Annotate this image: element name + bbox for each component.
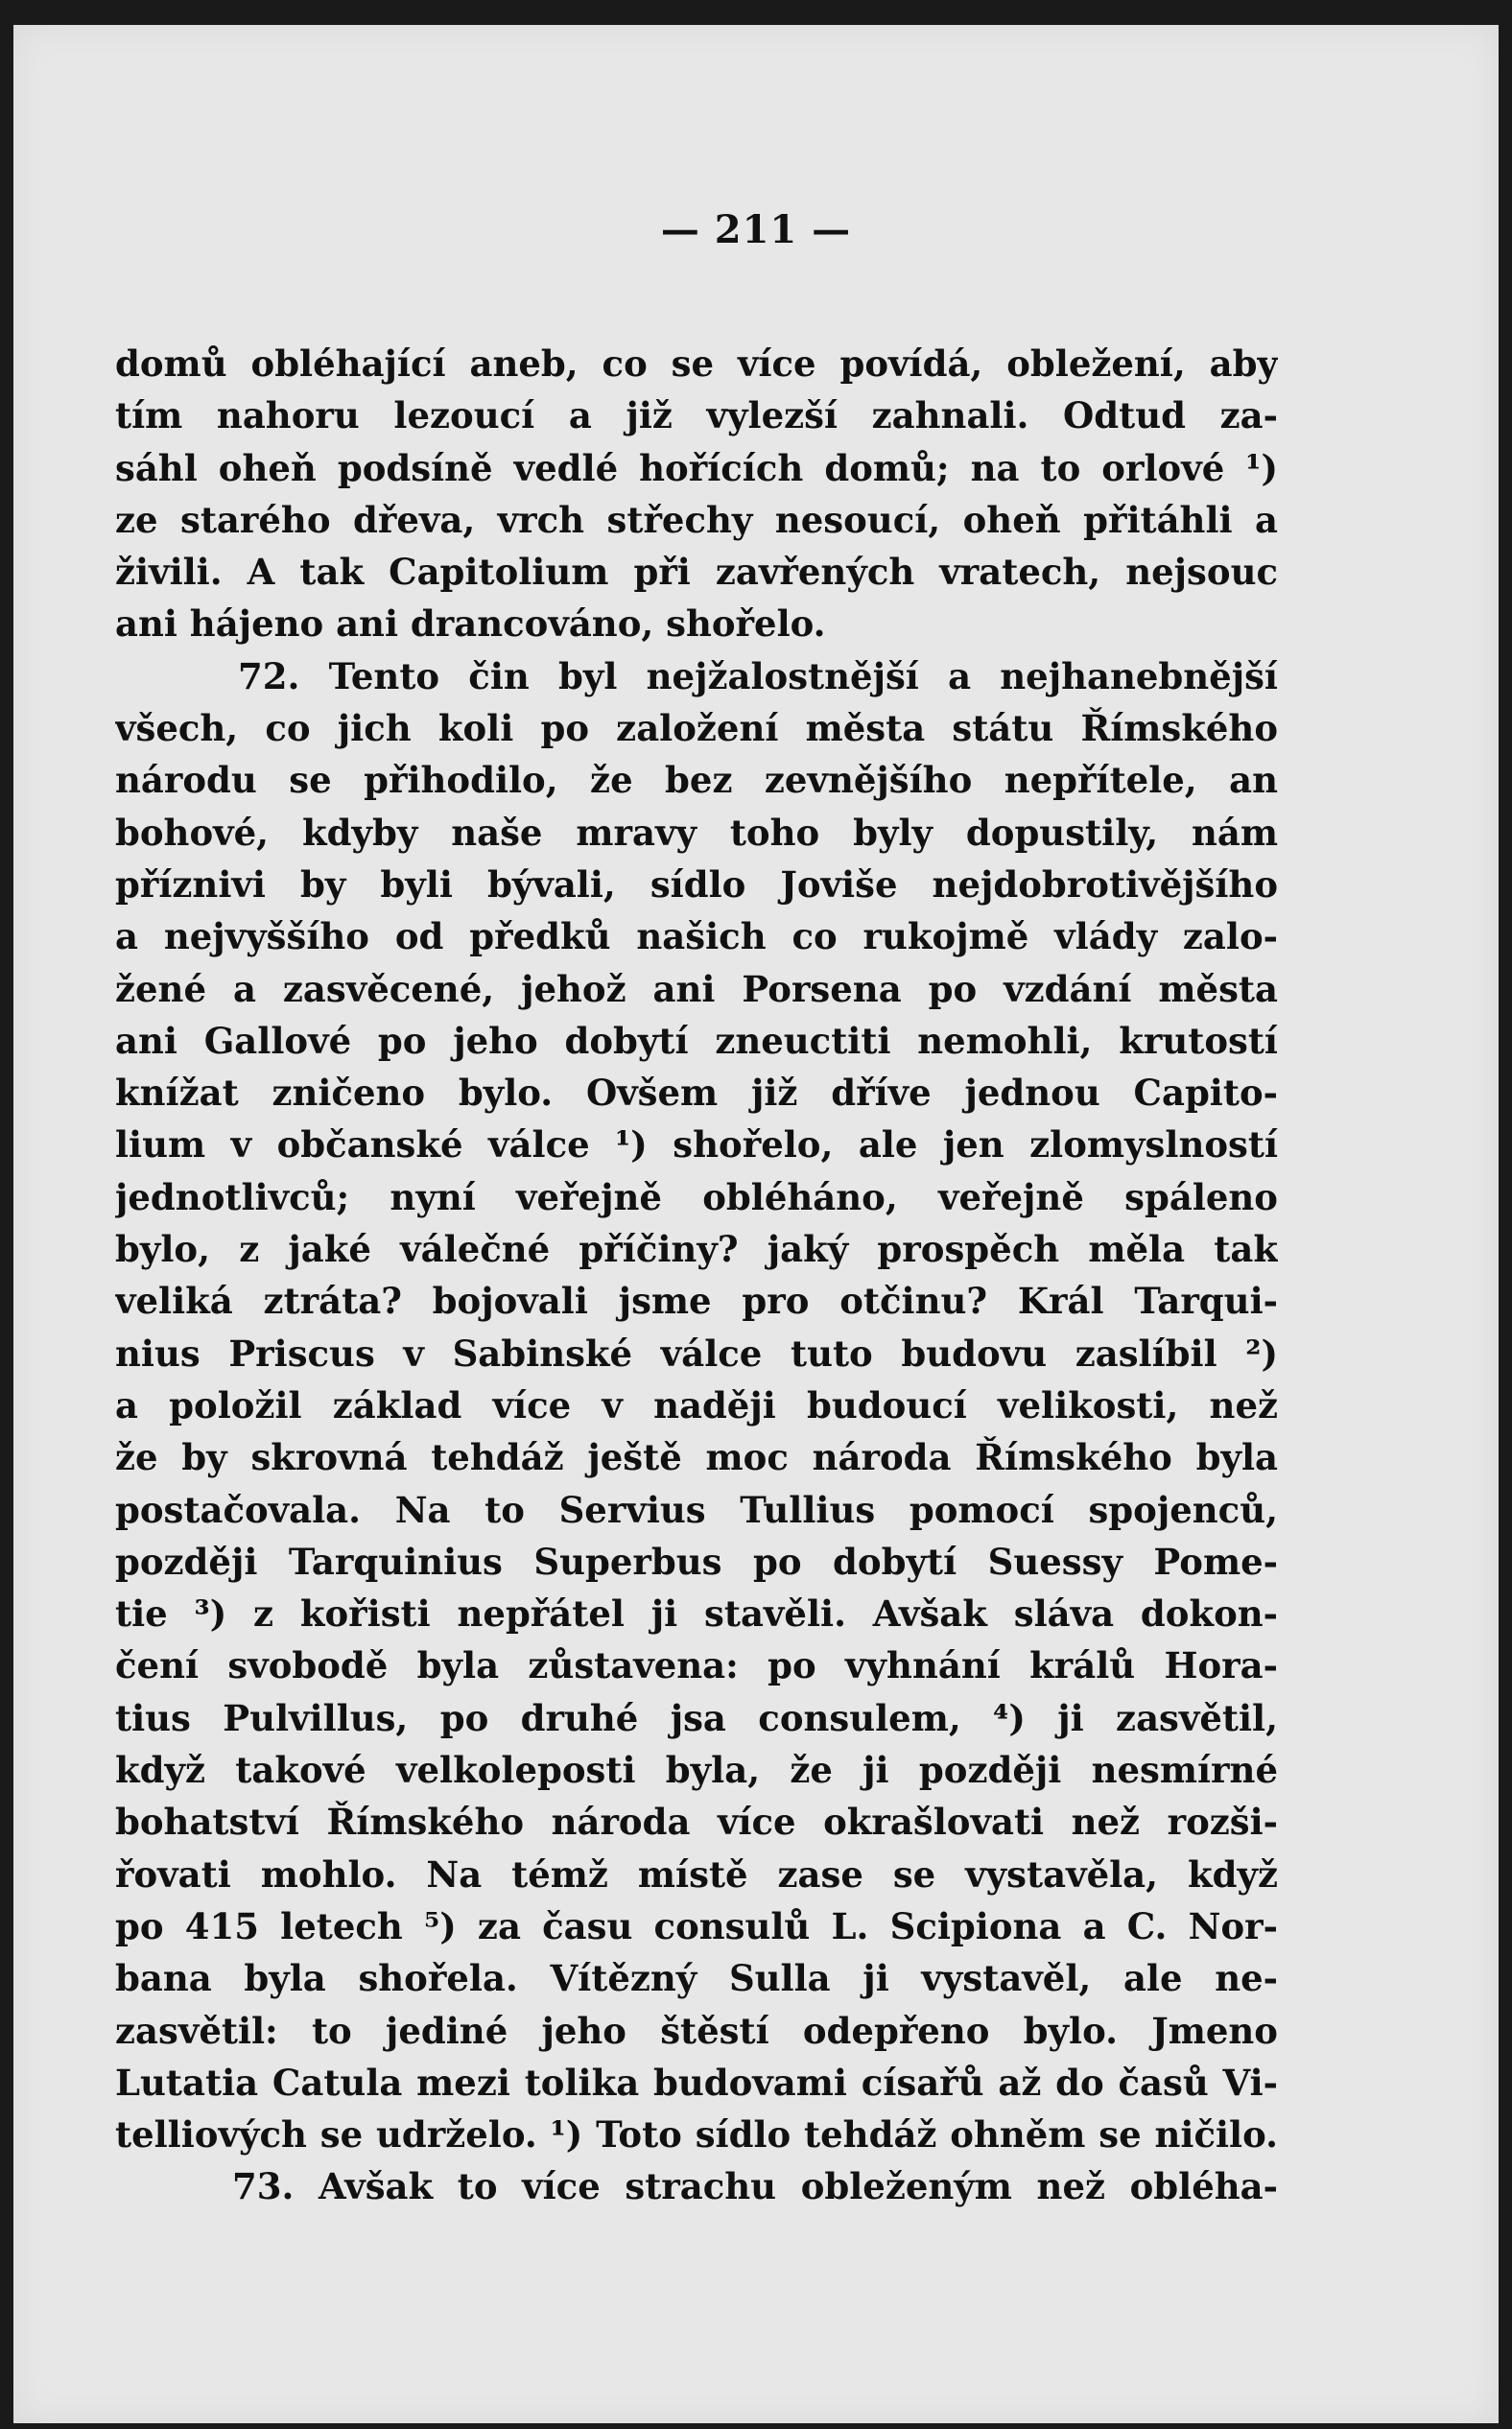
page-number: — 211 — (660, 207, 852, 252)
text-line: Lutatia Catula mezi tolika budovami císařů až do časů Vi- (115, 2061, 1278, 2104)
text-line: a položil základ více v naději budoucí velikosti, než (115, 1383, 1278, 1427)
text-line: živili. A tak Capitolium při zavřených vratech, nejsouc (115, 551, 1278, 594)
text-line: národu se přihodilo, že bez zevnějšího nepřítele, an (115, 759, 1278, 802)
text-line: sáhl oheň podsíně vedlé hořících domů; na to orlové ¹) (115, 446, 1278, 489)
text-line: domů obléhající aneb, co se více povídá, obležení, aby (115, 342, 1278, 385)
text-line: žené a zasvěcené, jehož ani Porsena po vzdání města (115, 967, 1278, 1010)
text-line: ze starého dřeva, vrch střechy nesoucí, oheň přitáhli a (115, 498, 1278, 541)
text-line: čení svobodě byla zůstavena: po vyhnání králů Hora- (115, 1644, 1278, 1687)
text-line: postačovala. Na to Servius Tullius pomocí spojenců, (115, 1488, 1278, 1531)
text-line: tie ³) z kořisti nepřátel ji stavěli. Avšak sláva dokon- (115, 1592, 1278, 1636)
text-line: nius Priscus v Sabinské válce tuto budovu zaslíbil ²) (115, 1332, 1278, 1375)
book-page (13, 25, 1499, 2423)
text-line: telliových se udrželo. ¹) Toto sídlo tehdáž ohněm se ničilo. (115, 2113, 1278, 2157)
text-line: tím nahoru lezoucí a již vylezší zahnali. Odtud za- (115, 394, 1278, 437)
text-line: bylo, z jaké válečné příčiny? jaký prospěch měla tak (115, 1228, 1278, 1271)
paragraph-start-72: 72. Tento čin byl nejžalostnější a nejhanebnější (238, 654, 1278, 697)
text-line: bana byla shořela. Vítězný Sulla ji vystavěl, ale ne- (115, 1957, 1278, 2000)
text-line: příznivi by byli bývali, sídlo Joviše nejdobrotivějšího (115, 862, 1278, 906)
text-line: všech, co jich koli po založení města státu Římského (115, 707, 1278, 750)
text-line: později Tarquinius Superbus po dobytí Suessy Pome- (115, 1540, 1278, 1583)
text-line: ani hájeno ani drancováno, shořelo. (115, 602, 826, 646)
text-line: jednotlivců; nyní veřejně obléháno, veřejně spáleno (115, 1175, 1278, 1218)
text-line: řovati mohlo. Na témž místě zase se vystavěla, když (115, 1852, 1278, 1896)
body-text (115, 338, 1278, 2213)
text-line: ani Gallové po jeho dobytí zneuctiti nemohli, krutostí (115, 1019, 1278, 1062)
text-line: bohatství Římského národa více okrašlovati než rozši- (115, 1801, 1278, 1844)
text-line: že by skrovná tehdáž ještě moc národa Římského byla (115, 1436, 1278, 1479)
text-line: lium v občanské válce ¹) shořelo, ale jen zlomyslností (115, 1123, 1278, 1167)
text-line: po 415 letech ⁵) za času consulů L. Scipiona a C. Nor- (115, 1904, 1278, 1947)
text-line: veliká ztráta? bojovali jsme pro otčinu? Král Tarqui- (115, 1280, 1278, 1323)
text-line: tius Pulvillus, po druhé jsa consulem, ⁴) ji zasvětil, (115, 1696, 1278, 1739)
text-line: a nejvyššího od předků našich co rukojmě vlády zalo- (115, 915, 1278, 958)
text-line: zasvětil: to jediné jeho štěstí odepřeno bylo. Jmeno (115, 2009, 1278, 2052)
text-line: když takové velkoleposti byla, že ji později nesmírné (115, 1749, 1278, 1792)
paragraph-start-73: 73. Avšak to více strachu obleženým než obléha- (232, 2165, 1278, 2208)
text-line: bohové, kdyby naše mravy toho byly dopustily, nám (115, 811, 1278, 854)
text-line: knížat zničeno bylo. Ovšem již dříve jednou Capito- (115, 1072, 1278, 1115)
